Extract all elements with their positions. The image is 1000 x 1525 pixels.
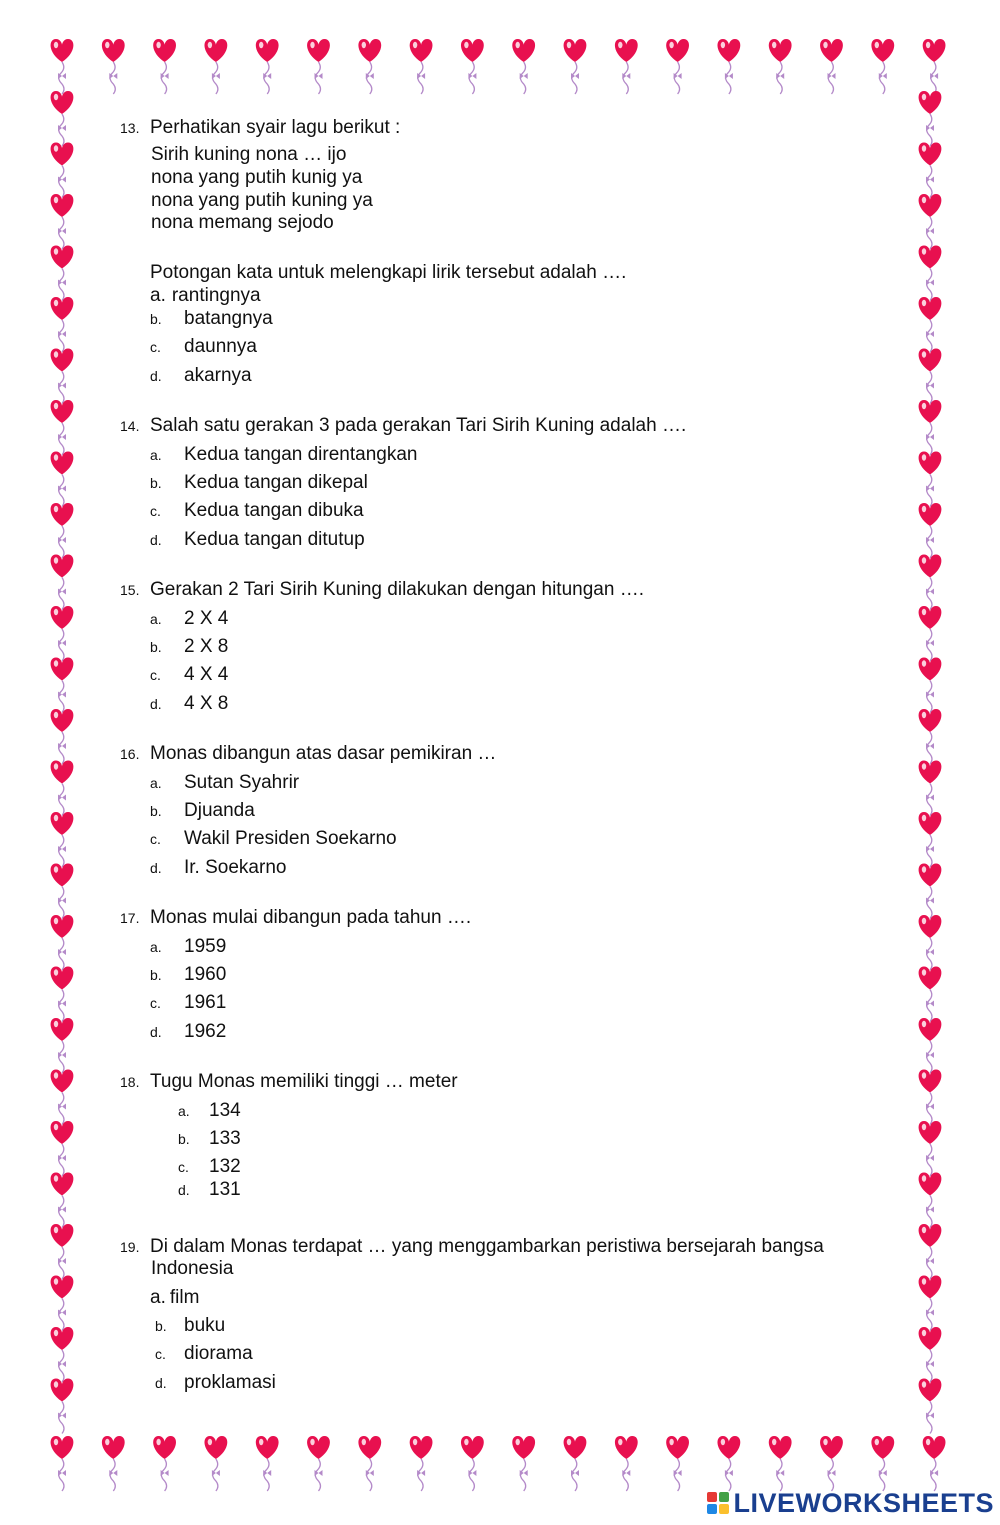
heart-balloon-icon	[358, 1436, 381, 1491]
option-a[interactable]	[150, 772, 299, 794]
heart-balloon-icon	[666, 39, 689, 94]
option-text: 134	[209, 1100, 241, 1121]
option-letter: a.	[150, 939, 162, 955]
heart-balloon-icon	[919, 761, 942, 816]
option-c[interactable]	[178, 1156, 241, 1178]
heart-balloon-icon	[51, 761, 74, 816]
option-letter: a.	[150, 775, 162, 791]
option-text: 1960	[184, 964, 227, 985]
option-b[interactable]	[150, 308, 273, 330]
heart-balloon-icon	[615, 39, 638, 94]
heart-balloon-icon	[512, 1436, 535, 1491]
option-text: Kedua tangan dibuka	[184, 500, 364, 521]
question-13	[120, 117, 400, 139]
heart-balloon-icon	[919, 658, 942, 713]
option-letter: b.	[150, 967, 162, 983]
option-text: 1961	[184, 992, 227, 1013]
heart-balloon-icon	[204, 39, 227, 94]
option-letter: a.	[150, 611, 162, 627]
option-text: 1962	[184, 1021, 227, 1042]
heart-balloon-icon	[919, 452, 942, 507]
heart-balloon-icon	[919, 1070, 942, 1125]
option-letter: c.	[150, 503, 161, 519]
option-letter: b.	[155, 1318, 167, 1334]
heart-balloon-icon	[919, 91, 942, 146]
option-d[interactable]	[150, 693, 228, 715]
question-text: Tugu Monas memiliki tinggi … meter	[150, 1071, 458, 1092]
option-text: Kedua tangan direntangkan	[184, 444, 418, 465]
heart-balloon-icon	[307, 1436, 330, 1491]
option-letter: a.	[150, 447, 162, 463]
option-b[interactable]	[178, 1128, 241, 1150]
option-text: 2 X 8	[184, 636, 229, 657]
option-text: buku	[184, 1315, 226, 1336]
question-14	[120, 415, 686, 437]
option-text: diorama	[184, 1343, 253, 1364]
heart-balloon-icon	[307, 39, 330, 94]
option-text: Sutan Syahrir	[184, 772, 300, 793]
question-text: Salah satu gerakan 3 pada gerakan Tari Sirih Kuning adalah ….	[150, 415, 687, 436]
option-letter: d.	[150, 1024, 162, 1040]
heart-balloon-icon	[923, 1436, 946, 1491]
option-letter: d.	[150, 368, 162, 384]
option-letter: b.	[178, 1131, 190, 1147]
option-text: 132	[209, 1156, 241, 1177]
option-text: akarnya	[184, 365, 252, 386]
heart-balloon-icon	[51, 194, 74, 249]
question-19	[120, 1236, 824, 1258]
heart-balloon-icon	[919, 812, 942, 867]
heart-balloon-icon	[717, 39, 740, 94]
heart-balloon-icon	[51, 1070, 74, 1125]
option-letter: b.	[150, 475, 162, 491]
heart-balloon-icon	[919, 246, 942, 301]
option-c[interactable]	[150, 500, 364, 522]
option-text: Ir. Soekarno	[184, 857, 287, 878]
heart-balloon-icon	[51, 1121, 74, 1176]
heart-balloon-icon	[919, 194, 942, 249]
brand-name: LIVEWORKSHEETS	[733, 1487, 994, 1518]
heart-balloon-icon	[919, 555, 942, 610]
heart-balloon-icon	[461, 39, 484, 94]
question-prompt: Potongan kata untuk melengkapi lirik tersebut adalah ….	[150, 262, 627, 283]
heart-balloon-icon	[51, 606, 74, 661]
heart-balloon-icon	[564, 39, 587, 94]
option-text: 131	[209, 1179, 241, 1200]
heart-balloon-icon	[51, 967, 74, 1022]
heart-balloon-icon	[51, 143, 74, 198]
heart-balloon-icon	[51, 1436, 74, 1491]
option-letter: d.	[150, 860, 162, 876]
lyric-line: nona yang putih kuning ya	[151, 190, 373, 211]
heart-balloon-icon	[51, 709, 74, 764]
heart-balloon-icon	[102, 1436, 125, 1491]
heart-balloon-icon	[51, 658, 74, 713]
liveworksheets-logo-icon	[707, 1492, 729, 1514]
heart-balloon-icon	[51, 349, 74, 404]
heart-balloon-icon	[51, 452, 74, 507]
option-c[interactable]	[150, 664, 228, 686]
option-text: Kedua tangan dikepal	[184, 472, 368, 493]
option-d[interactable]	[150, 529, 365, 551]
option-a[interactable]	[150, 1287, 199, 1309]
heart-balloon-icon	[51, 812, 74, 867]
option-letter: c.	[150, 667, 161, 683]
heart-balloon-icon	[51, 246, 74, 301]
heart-balloon-icon	[919, 915, 942, 970]
option-letter: c.	[150, 995, 161, 1011]
option-text: Kedua tangan ditutup	[184, 529, 365, 550]
heart-balloon-icon	[871, 1436, 894, 1491]
option-a[interactable]	[150, 608, 228, 630]
question-number: 15.	[120, 582, 140, 598]
heart-balloon-icon	[919, 864, 942, 919]
option-text: proklamasi	[184, 1372, 276, 1393]
option-text: film	[169, 1287, 200, 1308]
lyric-line: nona yang putih kunig ya	[151, 167, 363, 188]
heart-balloon-icon	[204, 1436, 227, 1491]
option-text: batangnya	[184, 308, 273, 329]
heart-balloon-icon	[102, 39, 125, 94]
heart-balloon-icon	[919, 709, 942, 764]
question-15	[120, 579, 644, 601]
option-text: 2 X 4	[184, 608, 229, 629]
heart-balloon-icon	[51, 555, 74, 610]
heart-balloon-icon	[919, 1276, 942, 1331]
liveworksheets-brand[interactable]	[707, 1485, 994, 1521]
heart-balloon-icon	[51, 1018, 74, 1073]
heart-balloon-icon	[256, 39, 279, 94]
question-text: Perhatikan syair lagu berikut :	[150, 117, 401, 138]
heart-balloon-icon	[410, 39, 433, 94]
heart-balloon-icon	[51, 915, 74, 970]
question-text-continued: Indonesia	[151, 1258, 234, 1279]
option-b[interactable]	[150, 636, 228, 658]
lyric-line: nona memang sejodo	[151, 212, 334, 233]
option-c[interactable]	[150, 828, 397, 850]
option-text: daunnya	[184, 336, 257, 357]
option-a[interactable]	[150, 285, 261, 307]
heart-balloon-icon	[919, 1018, 942, 1073]
option-d[interactable]	[150, 857, 286, 879]
heart-balloon-icon	[51, 297, 74, 352]
option-letter: c.	[155, 1346, 166, 1362]
heart-balloon-icon	[51, 1276, 74, 1331]
option-text: rantingnya	[171, 285, 261, 306]
option-d[interactable]	[178, 1179, 241, 1201]
heart-balloon-icon	[51, 1379, 74, 1434]
option-letter: c.	[150, 831, 161, 847]
option-c[interactable]	[150, 992, 226, 1014]
question-number: 19.	[120, 1239, 140, 1255]
option-text: 4 X 8	[184, 693, 229, 714]
option-letter: a.	[178, 1103, 190, 1119]
option-b[interactable]	[155, 1315, 225, 1337]
heart-balloon-icon	[919, 297, 942, 352]
heart-balloon-icon	[615, 1436, 638, 1491]
heart-balloon-icon	[820, 1436, 843, 1491]
heart-balloon-icon	[51, 864, 74, 919]
option-d[interactable]	[155, 1372, 276, 1394]
heart-balloon-icon	[919, 967, 942, 1022]
heart-balloon-icon	[51, 400, 74, 455]
option-c[interactable]	[155, 1343, 253, 1365]
heart-balloon-icon	[769, 1436, 792, 1491]
lyric-line: Sirih kuning nona … ijo	[151, 144, 347, 165]
question-number: 16.	[120, 746, 140, 762]
option-letter: c.	[150, 339, 161, 355]
heart-balloon-icon	[51, 1173, 74, 1228]
option-text: Djuanda	[184, 800, 255, 821]
heart-balloon-icon	[512, 39, 535, 94]
heart-balloon-icon	[256, 1436, 279, 1491]
heart-balloon-icon	[871, 39, 894, 94]
option-b[interactable]	[150, 800, 255, 822]
heart-balloon-icon	[919, 400, 942, 455]
option-text: 1959	[184, 936, 227, 957]
option-letter: b.	[150, 311, 162, 327]
heart-balloon-icon	[153, 1436, 176, 1491]
question-number: 13.	[120, 120, 140, 136]
question-text: Di dalam Monas terdapat … yang menggambarkan peristiwa bersejarah bangsa	[150, 1236, 824, 1257]
heart-balloon-icon	[51, 91, 74, 146]
option-letter: d.	[178, 1182, 190, 1198]
question-number: 18.	[120, 1074, 140, 1090]
heart-balloon-icon	[461, 1436, 484, 1491]
option-text: 133	[209, 1128, 241, 1149]
heart-balloon-icon	[153, 39, 176, 94]
heart-balloon-icon	[51, 39, 74, 94]
question-text: Monas dibangun atas dasar pemikiran …	[150, 743, 497, 764]
question-18	[120, 1071, 458, 1093]
option-a[interactable]	[150, 444, 417, 466]
option-letter: d.	[150, 696, 162, 712]
option-letter: b.	[150, 639, 162, 655]
heart-balloon-icon	[51, 503, 74, 558]
heart-balloon-icon	[919, 1327, 942, 1382]
heart-balloon-icon	[717, 1436, 740, 1491]
option-letter: a.	[150, 1287, 166, 1308]
heart-balloon-icon	[769, 39, 792, 94]
option-b[interactable]	[150, 472, 368, 494]
heart-balloon-icon	[51, 1224, 74, 1279]
heart-balloon-icon	[919, 1224, 942, 1279]
heart-balloon-icon	[358, 39, 381, 94]
option-d[interactable]	[150, 1021, 226, 1043]
option-letter: c.	[178, 1159, 189, 1175]
heart-balloon-icon	[51, 1327, 74, 1382]
heart-balloon-icon	[410, 1436, 433, 1491]
option-text: 4 X 4	[184, 664, 229, 685]
option-c[interactable]	[150, 336, 257, 358]
question-text: Gerakan 2 Tari Sirih Kuning dilakukan dengan hitungan ….	[150, 579, 644, 600]
heart-balloon-icon	[923, 39, 946, 94]
heart-balloon-icon	[919, 503, 942, 558]
heart-balloon-icon	[666, 1436, 689, 1491]
heart-balloon-icon	[919, 606, 942, 661]
heart-balloon-icon	[919, 1121, 942, 1176]
question-number: 17.	[120, 910, 140, 926]
option-a[interactable]	[178, 1100, 241, 1122]
option-text: Wakil Presiden Soekarno	[184, 828, 397, 849]
option-letter: b.	[150, 803, 162, 819]
question-text: Monas mulai dibangun pada tahun ….	[150, 907, 472, 928]
heart-balloon-icon	[919, 1173, 942, 1228]
heart-balloon-icon	[919, 1379, 942, 1434]
question-17	[120, 907, 471, 929]
question-16	[120, 743, 496, 765]
heart-balloon-icon	[820, 39, 843, 94]
heart-balloon-icon	[919, 349, 942, 404]
option-letter: a.	[150, 285, 166, 306]
question-number: 14.	[120, 418, 140, 434]
option-d[interactable]	[150, 365, 252, 387]
heart-balloon-icon	[564, 1436, 587, 1491]
option-a[interactable]	[150, 936, 226, 958]
option-b[interactable]	[150, 964, 226, 986]
option-letter: d.	[150, 532, 162, 548]
heart-balloon-icon	[919, 143, 942, 198]
option-letter: d.	[155, 1375, 167, 1391]
